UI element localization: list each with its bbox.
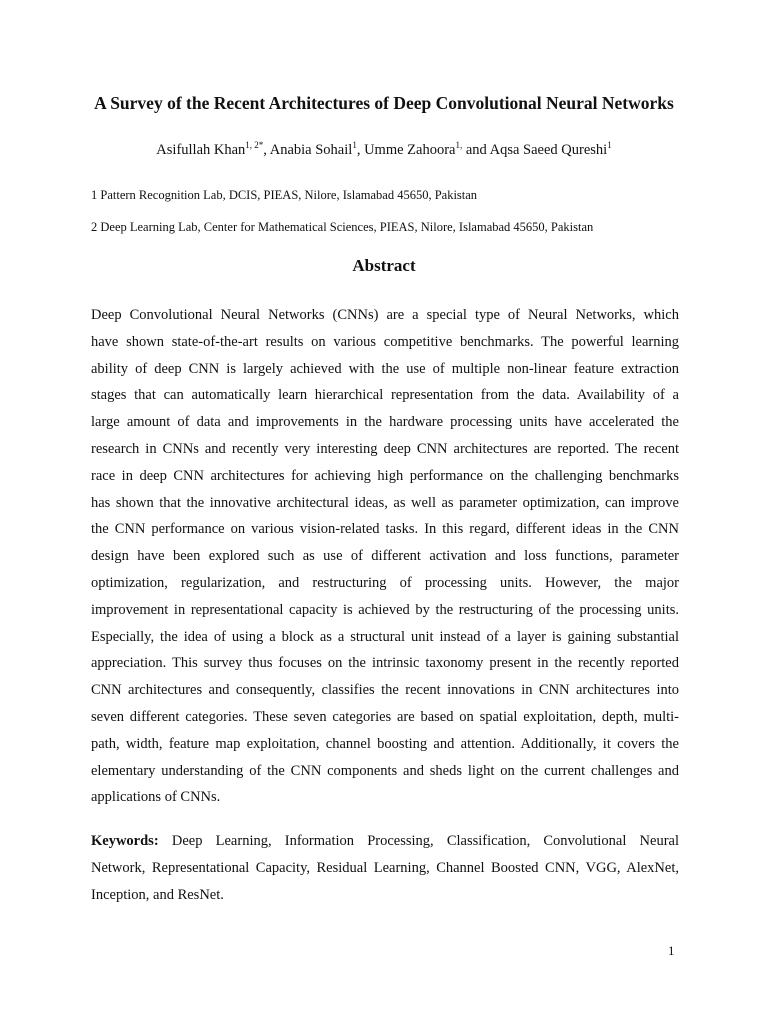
abstract-line: have shown state-of-the-art results on various competitive benchmarks. The powerful learning (91, 333, 679, 350)
abstract-line: elementary understanding of the CNN components and sheds light on the current challenges and (91, 762, 679, 779)
author-list (0, 142, 768, 159)
author-separator: and (462, 142, 490, 158)
author-affiliation-mark: 1, 2* (245, 140, 264, 151)
affiliation-2: 2 Deep Learning Lab, Center for Mathematical Sciences, PIEAS, Nilore, Islamabad 45650, Pakistan (91, 220, 594, 234)
abstract-line: optimization, regularization, and restructuring of processing units. However, the major (91, 574, 679, 591)
author-name: Aqsa Saeed Qureshi (489, 142, 608, 158)
author-separator: , (263, 142, 270, 158)
author-affiliation-mark: 1 (352, 140, 357, 151)
keywords-line: Network, Representational Capacity, Residual Learning, Channel Boosted CNN, VGG, AlexNet, (91, 859, 679, 876)
abstract-line: race in deep CNN architectures for achieving high performance on the challenging benchmarks (91, 467, 679, 484)
abstract-line: appreciation. This survey thus focuses on the intrinsic taxonomy present in the recently reported (91, 655, 679, 672)
keywords-line: Inception, and ResNet. (91, 886, 224, 903)
abstract-line: path, width, feature map exploitation, channel boosting and attention. Additionally, it covers the (91, 735, 679, 752)
abstract-line: stages that can automatically learn hierarchical representation from the data. Availability of a (91, 387, 679, 404)
keywords-line (91, 828, 679, 855)
author-name: Anabia Sohail (269, 142, 353, 158)
keywords-label: Keywords: (91, 833, 159, 849)
abstract-heading: Abstract (352, 256, 416, 275)
abstract-line: the CNN performance on various vision-related tasks. In this regard, different ideas in the CNN (91, 521, 679, 538)
affiliation-1: 1 Pattern Recognition Lab, DCIS, PIEAS, Nilore, Islamabad 45650, Pakistan (91, 188, 478, 202)
author-separator: , (356, 142, 365, 158)
abstract-line: CNN architectures and consequently, classifies the recent innovations in CNN architectures into (91, 682, 679, 699)
abstract-line: research in CNNs and recently very interesting deep CNN architectures are reported. The recent (91, 440, 679, 457)
keywords-section (91, 828, 679, 908)
abstract-line: has shown that the innovative architectural ideas, as well as parameter optimization, can improve (91, 494, 679, 511)
abstract-line: seven different categories. These seven categories are based on spatial exploitation, depth, multi- (91, 708, 679, 725)
author-name: Umme Zahoora (364, 142, 456, 158)
abstract-line: improvement in representational capacity is achieved by the restructuring of the processing units. (91, 601, 679, 618)
abstract-line: ability of deep CNN is largely achieved with the use of multiple non-linear feature extraction (91, 360, 679, 377)
keywords-text: Deep Learning, Information Processing, Classification, Convolutional Neural (171, 833, 679, 849)
author-affiliation-mark: 1, (455, 140, 463, 151)
author-name: Asifullah Khan (156, 142, 246, 158)
abstract-line: Especially, the idea of using a block as a structural unit instead of a layer is gaining substantial (91, 628, 679, 645)
paper-title: A Survey of the Recent Architectures of Deep Convolutional Neural Networks (94, 93, 674, 113)
abstract-body (91, 302, 679, 811)
abstract-line: large amount of data and improvements in the hardware processing units have accelerated the (91, 414, 679, 431)
abstract-line: Deep Convolutional Neural Networks (CNNs) are a special type of Neural Networks, which (91, 307, 679, 323)
abstract-line: applications of CNNs. (91, 789, 221, 806)
abstract-line: design have been explored such as use of different activation and loss functions, parameter (91, 548, 679, 565)
page-number: 1 (668, 943, 675, 958)
author-affiliation-mark: 1 (607, 140, 612, 151)
